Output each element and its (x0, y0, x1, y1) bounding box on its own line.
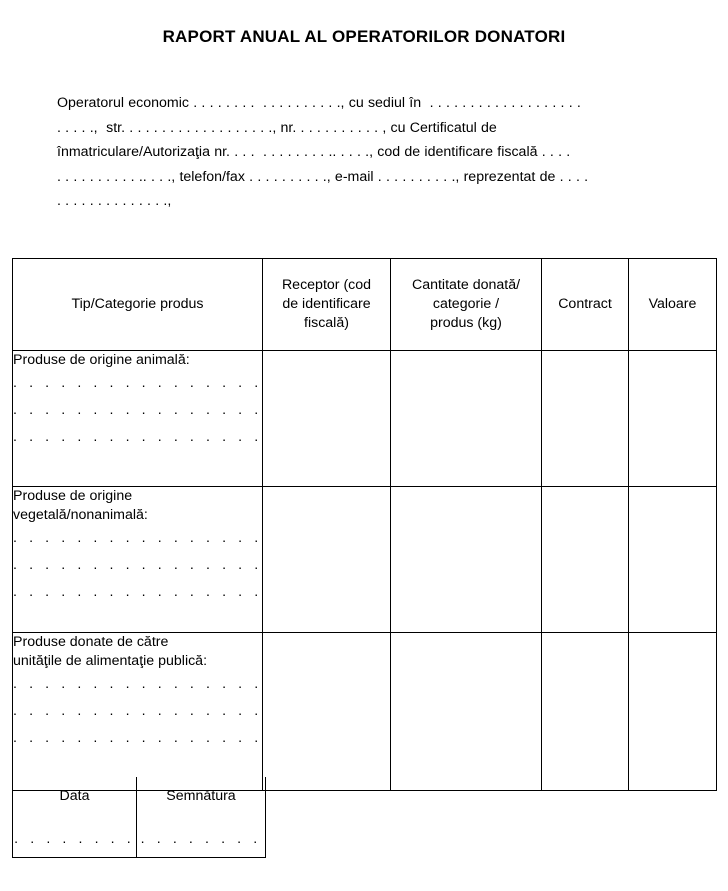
data-dotted-line: . . . . . . . . (14, 831, 135, 847)
intro-paragraph: Operatorul economic . . . . . . . . . . . . . . . . . ., cu sediul în . . . . . . . . . . . . . . . . . . . . . . . ., str. . . . . . . . . . . . . . . . . . ., nr. . . . . . . . . . . , cu Certificatul de înmatriculare/Autorizaţia nr. . . . . . . . . . . . .. . . . ., cod de identificare fiscală . . . . . . . . . . . . . . .. . . ., telefon/fax . . . . . . . . . ., e-mail . . . . . . . . . ., reprezentat de . . . . . . . . . . . . . . . . . ., (57, 95, 589, 209)
dotted-line: . . . . . . . . . . . . . . . . (13, 557, 263, 573)
header-cell-cantitate (391, 259, 542, 351)
header-line: fiscală) (304, 315, 349, 331)
cell-cantitate[interactable] (391, 351, 542, 487)
dotted-line: . . . . . . . . . . . . . . . . (13, 530, 263, 546)
cell-semnatura[interactable] (137, 777, 266, 858)
table-row (13, 487, 717, 633)
table-row (13, 633, 717, 791)
dotted-line: . . . . . . . . . . . . . . . . (13, 730, 263, 746)
category-label: vegetală/nonanimală: (13, 507, 148, 523)
cell-valoare[interactable] (629, 633, 717, 791)
header-cell-valoare (629, 259, 717, 351)
header-line: Contract (558, 296, 612, 312)
header-cell-receptor (263, 259, 391, 351)
cell-category-animal (13, 351, 263, 487)
header-line: de identificare (282, 296, 371, 312)
cell-cantitate[interactable] (391, 487, 542, 633)
dotted-line: . . . . . . . . . . . . . . . . (13, 676, 263, 692)
signature-row (13, 777, 266, 858)
header-line: produs (kg) (430, 315, 502, 331)
semnatura-dotted-line: . . . . . . . . (140, 831, 262, 847)
header-cell-tip-categorie (13, 259, 263, 351)
page-title: RAPORT ANUAL AL OPERATORILOR DONATORI (162, 27, 566, 46)
signature-block (12, 777, 265, 858)
cell-valoare[interactable] (629, 351, 717, 487)
header-line: Cantitate donată/ (411, 277, 521, 293)
header-line: categorie / (432, 296, 500, 312)
dotted-line: . . . . . . . . . . . . . . . . (13, 402, 263, 418)
header-line: Valoare (648, 296, 697, 312)
category-label: unităţile de alimentaţie publică: (13, 653, 208, 669)
cell-receptor[interactable] (263, 487, 391, 633)
dotted-line: . . . . . . . . . . . . . . . . (13, 375, 263, 391)
header-line: Tip/Categorie produs (71, 296, 204, 312)
fill-in-lines[interactable] (13, 525, 262, 606)
semnatura-label: Semnătura (166, 788, 236, 804)
report-table-container (12, 258, 717, 791)
fill-in-lines[interactable] (13, 671, 262, 752)
cell-receptor[interactable] (263, 351, 391, 487)
cell-valoare[interactable] (629, 487, 717, 633)
cell-category-alimentatie-publica (13, 633, 263, 791)
cell-contract[interactable] (542, 487, 629, 633)
cell-receptor[interactable] (263, 633, 391, 791)
cell-contract[interactable] (542, 351, 629, 487)
cell-cantitate[interactable] (391, 633, 542, 791)
dotted-line: . . . . . . . . . . . . . . . . (13, 584, 263, 600)
header-cell-contract (542, 259, 629, 351)
table-header-row (13, 259, 717, 351)
cell-category-vegetal (13, 487, 263, 633)
data-label: Data (59, 788, 90, 804)
category-label: Produse de origine (13, 488, 133, 504)
cell-data[interactable] (13, 777, 137, 858)
dotted-line: . . . . . . . . . . . . . . . . (13, 703, 263, 719)
table-row (13, 351, 717, 487)
category-label: Produse de origine animală: (13, 352, 190, 368)
category-label: Produse donate de către (13, 634, 169, 650)
report-table (12, 258, 717, 791)
fill-in-lines[interactable] (13, 370, 262, 451)
cell-contract[interactable] (542, 633, 629, 791)
signature-table (12, 777, 266, 858)
dotted-line: . . . . . . . . . . . . . . . . (13, 429, 263, 445)
header-line: Receptor (cod (281, 277, 372, 293)
